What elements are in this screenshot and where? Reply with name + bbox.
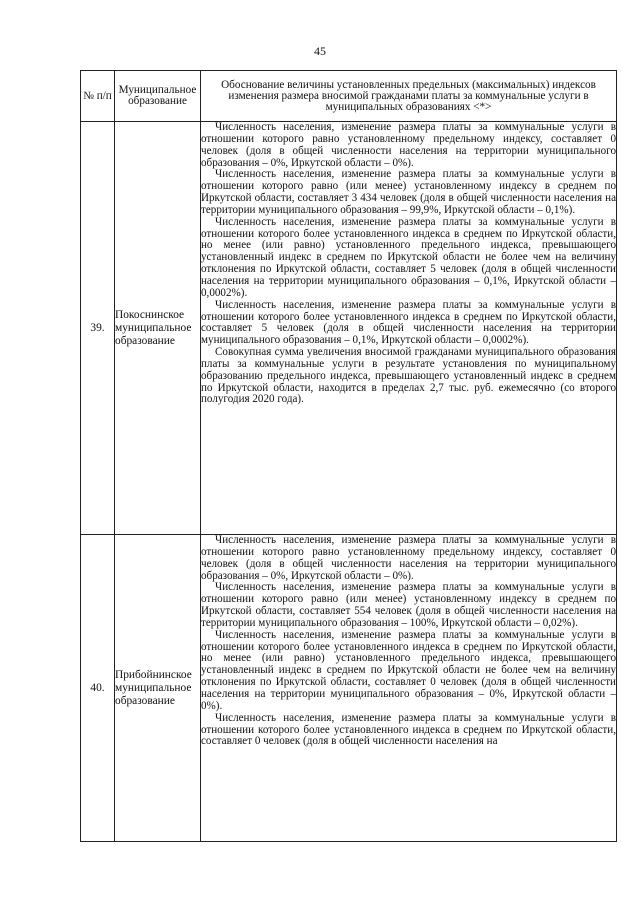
municipality-name: Покоснинское муниципальное образование	[115, 122, 201, 535]
justification-table	[80, 70, 617, 842]
justification-paragraph: Численность населения, изменение размера платы за коммунальные услуги в отношении которого более установленного индекса в среднем по Иркутской области, но менее (или равно) установленного предельного индекса, превышающего установленный индекс в среднем по Иркутской области не более чем на величину отклонения по Иркутской области, составляет 5 человек (доля в общей численности населения на территории муниципального образования – 0,1%, Иркутской области – 0,0002%).	[201, 215, 616, 299]
justification-paragraph: Численность населения, изменение размера платы за коммунальные услуги в отношении которого равно (или менее) установленному индексу в среднем по Иркутской области, составляет 3 434 человек (доля в общей численности населения на территории муниципального образования – 99,9%, Иркутской области – 0,1%).	[201, 168, 616, 216]
page-number: 45	[314, 44, 326, 58]
table-row	[81, 122, 617, 535]
justification-paragraph: Численность населения, изменение размера платы за коммунальные услуги в отношении которого более установленного индекса в среднем по Иркутской области, составляет 5 человек (доля в общей численности населения на территории муниципального образования – 0,1%, Иркутской области – 0,0002%).	[201, 298, 616, 347]
table-row	[81, 535, 617, 842]
header-number: № п/п	[81, 71, 115, 122]
header-municipality: Муниципальное образование	[115, 71, 201, 122]
justification-paragraph: Численность населения, изменение размера платы за коммунальные услуги в отношении которого более установленного индекса в среднем по Иркутской области, но менее (или равно) установленного предельного индекса, превышающего установленный индекс в среднем по Иркутской области не более чем на величину отклонения по Иркутской области, составляет 0 человек (доля в общей численности населения на территории муниципального образования – 0%, Иркутской области – 0%).	[201, 628, 616, 712]
row-number: 39.	[81, 122, 115, 535]
table-header-row	[81, 71, 617, 122]
justification-cell	[201, 535, 617, 842]
header-justification: Обоснование величины установленных предельных (максимальных) индексов изменения размера вносимой гражданами платы за коммунальные услуги в муниципальных образованиях <*>	[201, 71, 617, 122]
justification-paragraph: Численность населения, изменение размера платы за коммунальные услуги в отношении которого более установленного индекса в среднем по Иркутской области, составляет 0 человек (доля в общей численности населения на	[201, 711, 616, 748]
row-number: 40.	[81, 535, 115, 842]
justification-paragraph: Численность населения, изменение размера платы за коммунальные услуги в отношении которого равно установленному предельному индексу, составляет 0 человек (доля в общей численности населения на территории муниципального образования – 0%, Иркутской области – 0%).	[201, 535, 616, 582]
municipality-name: Прибойнинское муниципальное образование	[115, 535, 201, 842]
justification-paragraph: Численность населения, изменение размера платы за коммунальные услуги в отношении которого равно (или менее) установленному индексу в среднем по Иркутской области, составляет 554 человек (доля в общей численности населения на территории муниципального образования – 100%, Иркутской области – 0,02%).	[201, 581, 616, 629]
justification-paragraph: Совокупная сумма увеличения вносимой гражданами муниципального образования платы за коммунальные услуги в результате установления по муниципальному образованию предельного индекса, превышающего установленный индекс в среднем по Иркутской области, находится в пределах 2,7 тыс. руб. ежемесячно (со второго полугодия 2020 года).	[201, 346, 616, 406]
justification-paragraph: Численность населения, изменение размера платы за коммунальные услуги в отношении которого равно установленному предельному индексу, составляет 0 человек (доля в общей численности населения на территории муниципального образования – 0%, Иркутской области – 0%).	[201, 122, 616, 169]
justification-cell	[201, 122, 617, 535]
